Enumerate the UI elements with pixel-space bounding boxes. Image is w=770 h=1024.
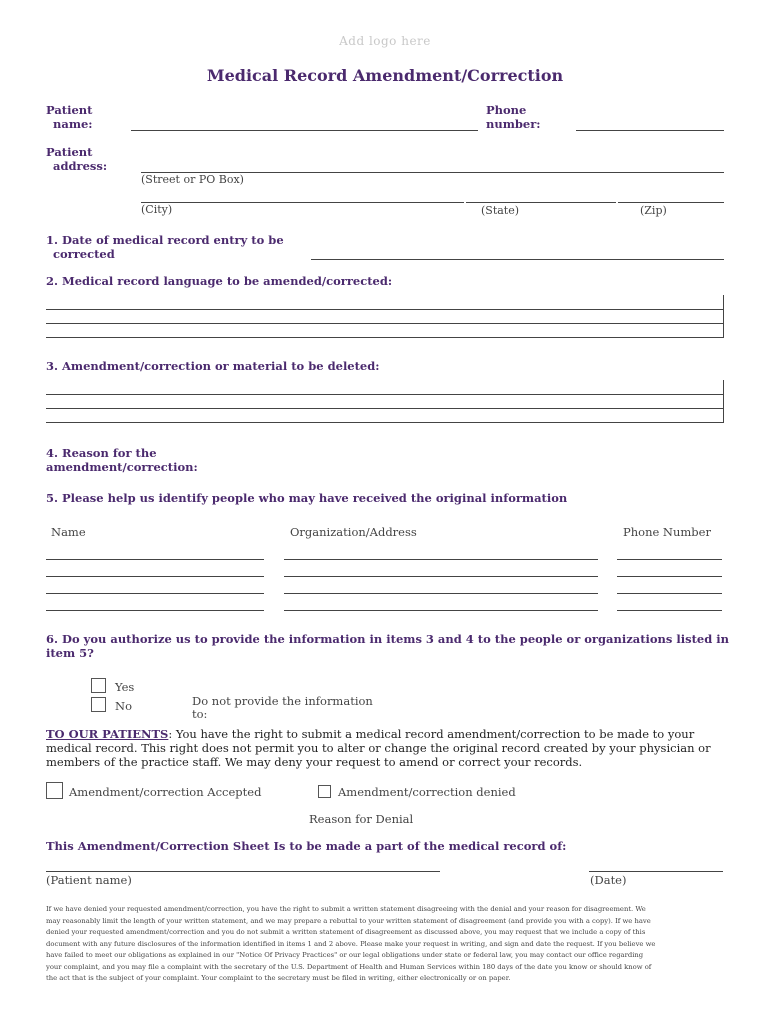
patients-notice: TO OUR PATIENTS: You have the right to submit a medical record amendment/correction to be made to your medical record. This right does not permit you to alter or change the original record created by your physician or members of the practice staff. We may deny your request to amend or correct your records. — [46, 727, 711, 769]
authorize-yes-label: Yes — [115, 680, 135, 694]
q2-text-area[interactable] — [46, 295, 724, 339]
col-header-phone: Phone Number — [623, 525, 711, 539]
fine-print: If we have denied your requested amendment/correction, you have the right to submit a written statement disagreeing with the denial and your reason for disagreement. We may reasonably limit the length of your written statement, and we may prepare a rebuttal to your written statement of disagreement (and provide you with a copy). If we have denied your requested amendment/correction and you do not submit a written statement of disagreement as discussed above, you may request that we include a copy of this document with any future disclosures of the information identified in items 1 and 2 above. Please make your request in writing, and sign and date the request. If you believe we have failed to meet our obligations as explained in our "Notice Of Privacy Practices" or our legal obligations under state or federal law, you may contact our office regarding your complaint, and you may file a complaint with the secretary of the U.S. Department of Health and Human Services within 180 days of the date you know or should know of the act that is the subject of your complaint. Your complaint to the secretary must be filed in writing, either electronically or on paper. — [46, 905, 656, 982]
phone-field[interactable] — [576, 130, 724, 131]
authorize-yes-checkbox[interactable] — [91, 678, 106, 693]
q1-date-field[interactable] — [311, 259, 724, 260]
street-hint: (Street or PO Box) — [141, 173, 244, 186]
accepted-checkbox[interactable] — [46, 782, 63, 799]
accepted-label: Amendment/correction Accepted — [69, 785, 262, 799]
recipient-phone-field[interactable] — [617, 593, 722, 594]
recipient-org-field[interactable] — [284, 576, 598, 577]
q6-label: 6. Do you authorize us to provide the information in items 3 and 4 to the people or organizations listed in item 5? — [46, 632, 730, 660]
recipient-name-field[interactable] — [46, 576, 264, 577]
city-field[interactable] — [141, 202, 464, 203]
patient-name-label: Patient name: — [46, 103, 93, 131]
recipient-phone-field[interactable] — [617, 576, 722, 577]
reason-for-denial-label: Reason for Denial — [309, 812, 414, 826]
state-field[interactable] — [466, 202, 616, 203]
city-hint: (City) — [141, 203, 173, 216]
col-header-org: Organization/Address — [290, 525, 417, 539]
authorize-no-checkbox[interactable] — [91, 697, 106, 712]
recipient-phone-field[interactable] — [617, 559, 722, 560]
recipient-name-field[interactable] — [46, 593, 264, 594]
q5-label: 5. Please help us identify people who may have received the original information — [46, 491, 568, 505]
denied-label: Amendment/correction denied — [338, 785, 516, 799]
recipient-name-field[interactable] — [46, 559, 264, 560]
zip-field[interactable] — [618, 202, 724, 203]
recipient-org-field[interactable] — [284, 610, 598, 611]
logo-placeholder: Add logo here — [339, 34, 431, 48]
q2-label: 2. Medical record language to be amended/corrected: — [46, 274, 393, 288]
notice-heading: TO OUR PATIENTS — [46, 727, 169, 741]
recipient-org-field[interactable] — [284, 593, 598, 594]
recipient-phone-field[interactable] — [617, 610, 722, 611]
attach-patient-name-hint: (Patient name) — [46, 873, 132, 887]
page-title: Medical Record Amendment/Correction — [206, 66, 564, 85]
attach-date-field[interactable] — [589, 871, 723, 872]
denied-checkbox[interactable] — [318, 785, 331, 798]
state-hint: (State) — [481, 204, 520, 217]
attach-patient-name-field[interactable] — [46, 871, 440, 872]
no-provide-note: Do not provide the information to: — [192, 694, 373, 721]
phone-label: Phone number: — [486, 103, 541, 131]
patient-address-label: Patient address: — [46, 145, 108, 173]
q3-label: 3. Amendment/correction or material to be deleted: — [46, 359, 380, 373]
patient-name-field[interactable] — [131, 130, 478, 131]
recipient-name-field[interactable] — [46, 610, 264, 611]
col-header-name: Name — [51, 525, 86, 539]
attach-heading: This Amendment/Correction Sheet Is to be made a part of the medical record of: — [46, 839, 567, 853]
attach-date-hint: (Date) — [590, 873, 627, 887]
authorize-no-label: No — [115, 699, 132, 713]
q3-text-area[interactable] — [46, 380, 724, 424]
q1-label: 1. Date of medical record entry to be corrected — [46, 233, 284, 261]
zip-hint: (Zip) — [640, 204, 667, 217]
recipient-org-field[interactable] — [284, 559, 598, 560]
q4-label: 4. Reason for the amendment/correction: — [46, 446, 198, 474]
